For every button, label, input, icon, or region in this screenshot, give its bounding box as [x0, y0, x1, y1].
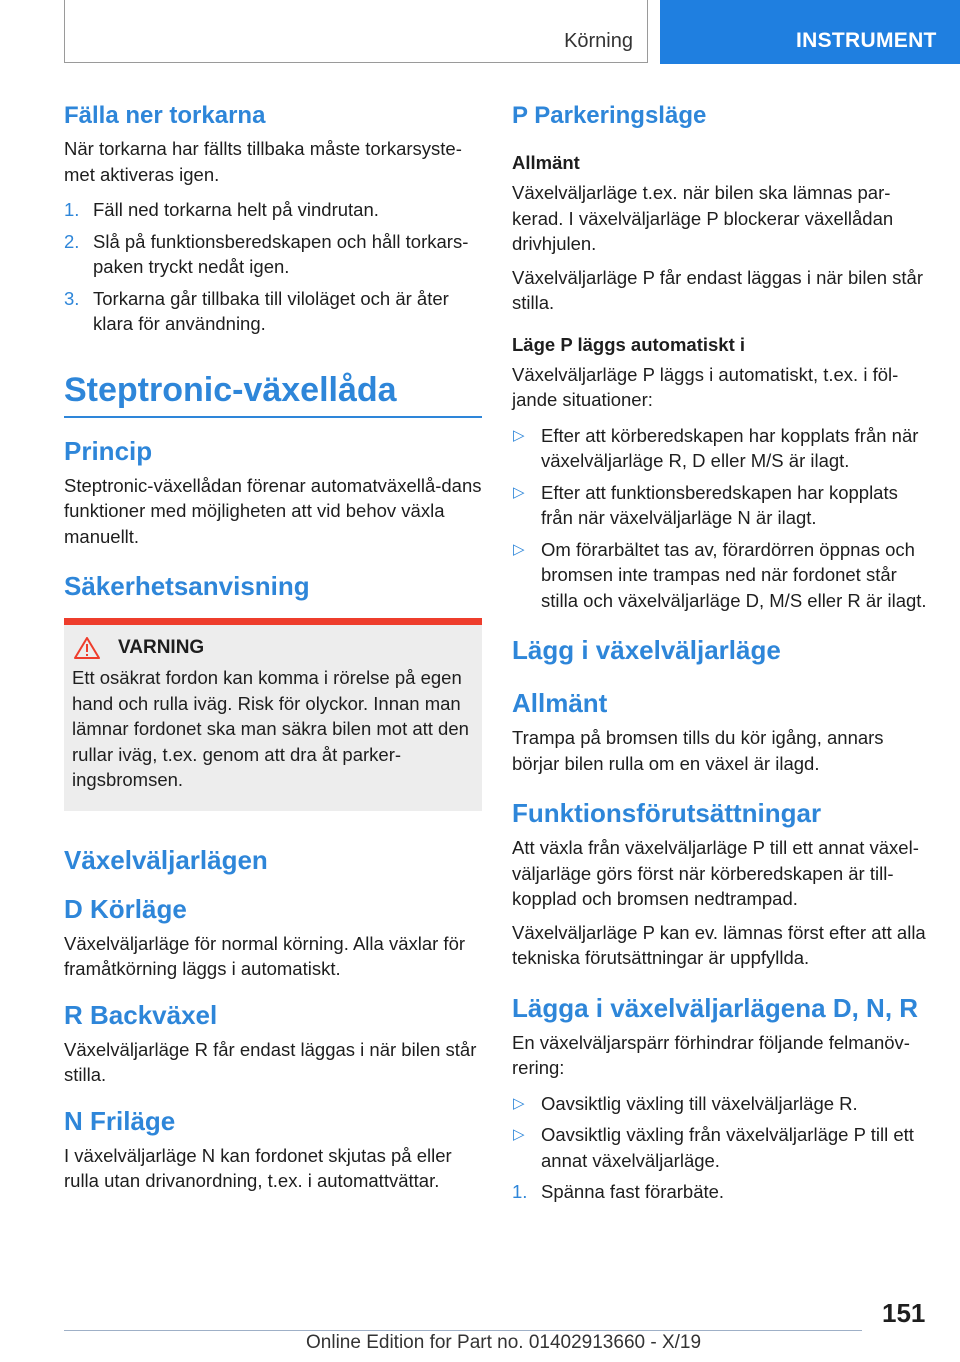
warning-triangle-icon: [74, 637, 100, 659]
bullet-triangle-icon: ▷: [513, 540, 525, 558]
list-item: [512, 537, 930, 614]
folding-steps: [64, 197, 482, 337]
right-column: [512, 100, 930, 1211]
parking-general-p2: Växelväljarläge P får endast läggas i när bilen står stilla.: [512, 266, 924, 313]
parking-auto-label: Läge P läggs automatiskt i: [512, 333, 746, 355]
list-item-text: Efter att körberedskapen har kopplats från när växelväljarläge R, D eller M/S är ilagt.: [541, 424, 919, 471]
step-text: Spänna fast förarbäte.: [541, 1181, 725, 1202]
step-number: 1.: [64, 199, 80, 220]
principle-text: Steptronic-växellådan förenar automatväxellå-dans funktioner med möjligheten att vid behov växla manuellt.: [64, 474, 482, 547]
requirements-heading: Funktionsförutsättningar: [512, 798, 822, 828]
bullet-triangle-icon: ▷: [513, 483, 525, 501]
r-heading: R Backväxel: [64, 999, 218, 1030]
parking-general-label: Allmänt: [512, 152, 580, 173]
chapter-title: Steptronic-växellåda: [64, 371, 482, 418]
folding-intro: När torkarna har fällts tillbaka måste torkarsyste-met aktiveras igen.: [64, 138, 462, 185]
requirements-p2: Växelväljarläge P kan ev. lämnas först efter att alla tekniska förutsättningar är uppfyllda.: [512, 921, 926, 968]
parking-heading: P Parkeringsläge: [512, 102, 707, 129]
bullet-triangle-icon: ▷: [513, 1126, 525, 1143]
parking-general-p1: Växelväljarläge t.ex. när bilen ska lämnas par-kerad. I växelväljarläge P blockerar växellådan drivhjulen.: [512, 182, 894, 254]
list-item: [512, 480, 930, 531]
step-text: Fäll ned torkarna helt på vindrutan.: [93, 199, 379, 220]
list-item: [512, 1091, 930, 1117]
dnr-list: [512, 1091, 930, 1205]
n-text: I växelväljarläge N kan fordonet skjutas på eller rulla utan drivanordning, t.ex. i automattvättar.: [64, 1144, 452, 1191]
list-item: [512, 1179, 930, 1205]
list-item-text: Oavsiktlig växling till växelväljarläge R.: [541, 1092, 858, 1114]
positions-heading: Växelväljarlägen: [64, 844, 268, 875]
r-text: Växelväljarläge R får endast läggas i när bilen står stilla.: [64, 1038, 477, 1085]
page-number: 151: [882, 1298, 926, 1328]
engage-general-heading: Allmänt: [512, 688, 608, 718]
warning-header: [74, 637, 472, 659]
bullet-triangle-icon: ▷: [513, 426, 525, 444]
d-text: Växelväljarläge för normal körning. Alla växlar för framåtkörning läggs i automatiskt.: [64, 932, 466, 979]
d-heading: D Körläge: [64, 893, 187, 924]
step-number: 3.: [64, 287, 80, 309]
chapter-tab-label: INSTRUMENT: [796, 29, 937, 52]
step-text: Slå på funktionsberedskapen och håll torkars-paken tryckt nedåt igen.: [93, 230, 469, 277]
parking-auto-intro: Växelväljarläge P läggs i automatiskt, t.ex. i föl-jande situationer:: [512, 363, 899, 410]
step-number: 2.: [64, 230, 80, 252]
step-number: 1.: [512, 1181, 528, 1202]
folding-heading: Fälla ner torkarna: [64, 102, 266, 129]
warning-text: Ett osäkrat fordon kan komma i rörelse på egen hand och rulla iväg. Risk för olyckor. Innan man lämnar fordonet ska man säkra bilen mot att den rullar iväg, t.ex. genom att dra åt parker-ingsbromsen.: [72, 667, 469, 790]
engage-general-text: Trampa på bromsen tills du kör igång, annars börjar bilen rulla om en växel är ilagd.: [512, 727, 884, 774]
list-item-text: Efter att funktionsberedskapen har kopplats från när växelväljarläge N är ilagt.: [541, 481, 898, 528]
chapter-tab: [660, 0, 960, 64]
principle-heading: Princip: [64, 435, 153, 466]
list-item: [64, 197, 482, 223]
safety-heading: Säkerhetsanvisning: [64, 571, 310, 601]
warning-box: [64, 618, 482, 811]
warning-title: VARNING: [118, 637, 205, 658]
list-item: [64, 229, 482, 280]
parking-auto-list: [512, 423, 930, 614]
engage-heading: Lägg i växelväljarläge: [512, 635, 781, 665]
step-text: Torkarna går tillbaka till viloläget och är åter klara för användning.: [93, 287, 449, 334]
bullet-triangle-icon: ▷: [513, 1094, 525, 1112]
section-tab: [64, 0, 648, 63]
dnr-intro: En växelväljarspärr förhindrar följande felmanöv-rering:: [512, 1031, 910, 1078]
footer-divider: [64, 1330, 862, 1331]
list-item-text: Om förarbältet tas av, förardörren öppnas och bromsen inte trampas ned när fordonet står stilla och växelväljarläge D, M/S eller R är ilagt.: [541, 538, 927, 611]
list-item: [512, 423, 930, 474]
requirements-p1: Att växla från växelväljarläge P till ett annat växel-väljarläge görs först när körberedskapen är till-kopplad och bromsen nedtrampad.: [512, 837, 919, 909]
list-item-text: Oavsiktlig växling från växelväljarläge P till ett annat växelväljarläge.: [541, 1124, 914, 1171]
dnr-heading: Lägga i växelväljarlägena D, N, R: [512, 992, 919, 1023]
list-item: [512, 1122, 930, 1173]
list-item: [64, 286, 482, 337]
section-tab-label: Körning: [564, 30, 633, 52]
n-heading: N Friläge: [64, 1105, 176, 1136]
left-column: [64, 100, 482, 1194]
footer-edition: Online Edition for Part no. 01402913660 - X/19: [306, 1332, 702, 1353]
